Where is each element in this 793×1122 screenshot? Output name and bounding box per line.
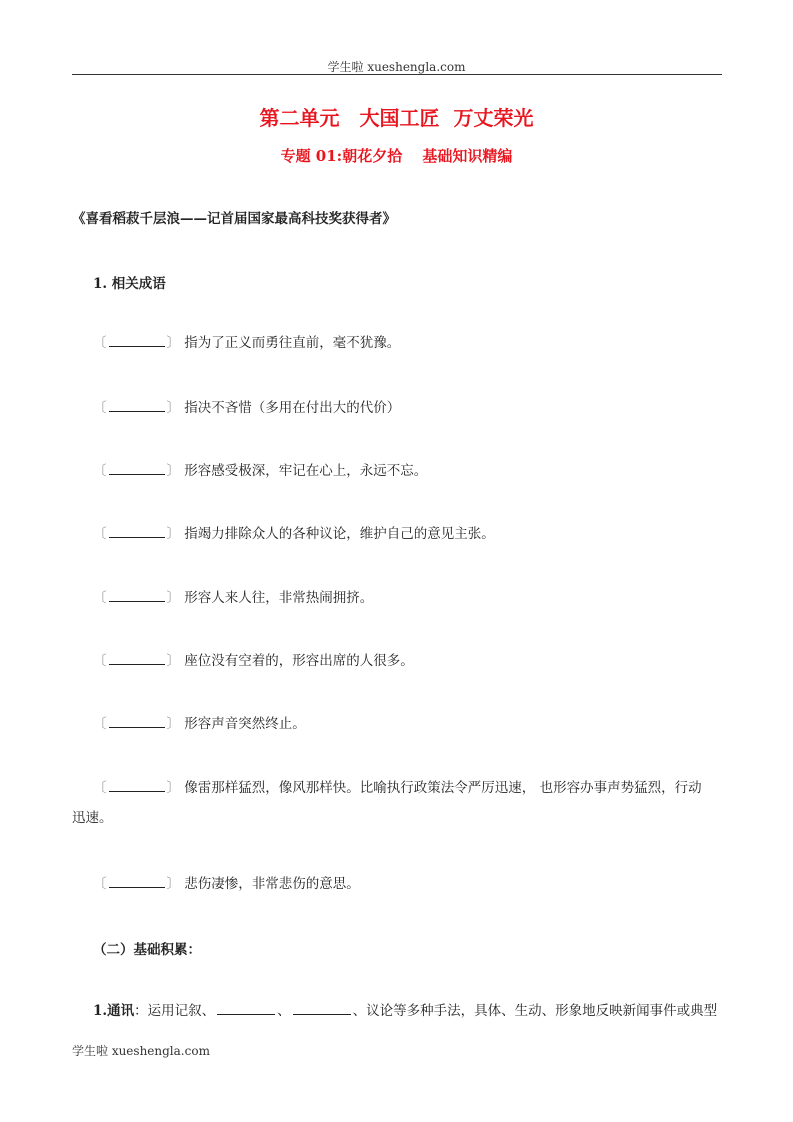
idiom-item: [93, 583, 723, 613]
bracket-close: 〕: [166, 526, 180, 542]
bracket-close: 〕: [166, 876, 180, 892]
idiom-definition: 形容感受极深，牢记在心上，永远不忘。: [184, 463, 428, 479]
header-text: 学生啦 xueshengla.com: [327, 60, 466, 74]
bracket-close: 〕: [166, 335, 180, 351]
bracket-open: 〔: [93, 780, 107, 796]
idiom-item: [72, 773, 702, 833]
idiom-item: [93, 869, 723, 899]
para-text-2: 、议论等多种手法，具体、生动、形象地反映新闻事件或典型: [352, 1003, 718, 1019]
answer-blank[interactable]: [109, 650, 165, 665]
answer-blank[interactable]: [217, 1000, 275, 1015]
bracket-close: 〕: [166, 780, 180, 796]
idiom-definition: 座位没有空着的，形容出席的人很多。: [184, 653, 414, 669]
idiom-definition: 形容人来人往，非常热闹拥挤。: [184, 590, 374, 606]
idiom-item: [93, 646, 723, 676]
footer-text: 学生啦 xueshengla.com: [72, 1044, 210, 1058]
page-title: 第二单元 大国工匠 万丈荣光: [259, 106, 534, 130]
answer-blank[interactable]: [293, 1000, 351, 1015]
bracket-open: 〔: [93, 335, 107, 351]
bracket-open: 〔: [93, 526, 107, 542]
idiom-item: [93, 709, 723, 739]
bracket-open: 〔: [93, 400, 107, 416]
answer-blank[interactable]: [109, 332, 165, 347]
idiom-definition: 形容声音突然终止。: [184, 716, 306, 732]
idiom-item: [93, 456, 723, 486]
idiom-item: [93, 328, 723, 358]
answer-blank[interactable]: [109, 713, 165, 728]
section2-title: （二）基础积累：: [93, 942, 201, 958]
answer-blank[interactable]: [109, 397, 165, 412]
section-title: 《喜看稻菽千层浪——记首届国家最高科技奖获得者》: [72, 211, 396, 227]
para-separator: 、: [277, 1003, 291, 1019]
bracket-open: 〔: [93, 463, 107, 479]
answer-blank[interactable]: [109, 523, 165, 538]
bracket-open: 〔: [93, 590, 107, 606]
bracket-close: 〕: [166, 590, 180, 606]
header-divider: [72, 74, 722, 75]
idiom-item: [93, 393, 723, 423]
bracket-open: 〔: [93, 716, 107, 732]
subsection-title: 1. 相关成语: [93, 276, 166, 292]
bracket-close: 〕: [166, 463, 180, 479]
bracket-open: 〔: [93, 653, 107, 669]
idiom-definition: 指竭力排除众人的各种议论，维护自己的意见主张。: [184, 526, 495, 542]
answer-blank[interactable]: [109, 777, 165, 792]
term-tongxun: 1.通讯: [93, 1003, 135, 1019]
para-text-1: ：运用记叙、: [134, 1003, 216, 1019]
idiom-definition: 指决不吝惜（多用在付出大的代价）: [184, 400, 401, 416]
answer-blank[interactable]: [109, 587, 165, 602]
bracket-open: 〔: [93, 876, 107, 892]
tongxun-paragraph: [93, 996, 723, 1026]
bracket-close: 〕: [166, 716, 180, 732]
answer-blank[interactable]: [109, 873, 165, 888]
idiom-definition: 悲伤凄惨，非常悲伤的意思。: [184, 876, 360, 892]
idiom-definition: 像雷那样猛烈，像风那样快。比喻执行政策法令严厉迅速， 也形容办事声势猛烈，行动迅速。: [72, 780, 702, 826]
page-subtitle: 专题 01:朝花夕拾 基础知识精编: [280, 147, 513, 165]
idiom-definition: 指为了正义而勇往直前，毫不犹豫。: [184, 335, 401, 351]
bracket-close: 〕: [166, 653, 180, 669]
answer-blank[interactable]: [109, 460, 165, 475]
bracket-close: 〕: [166, 400, 180, 416]
idiom-item: [93, 519, 723, 549]
